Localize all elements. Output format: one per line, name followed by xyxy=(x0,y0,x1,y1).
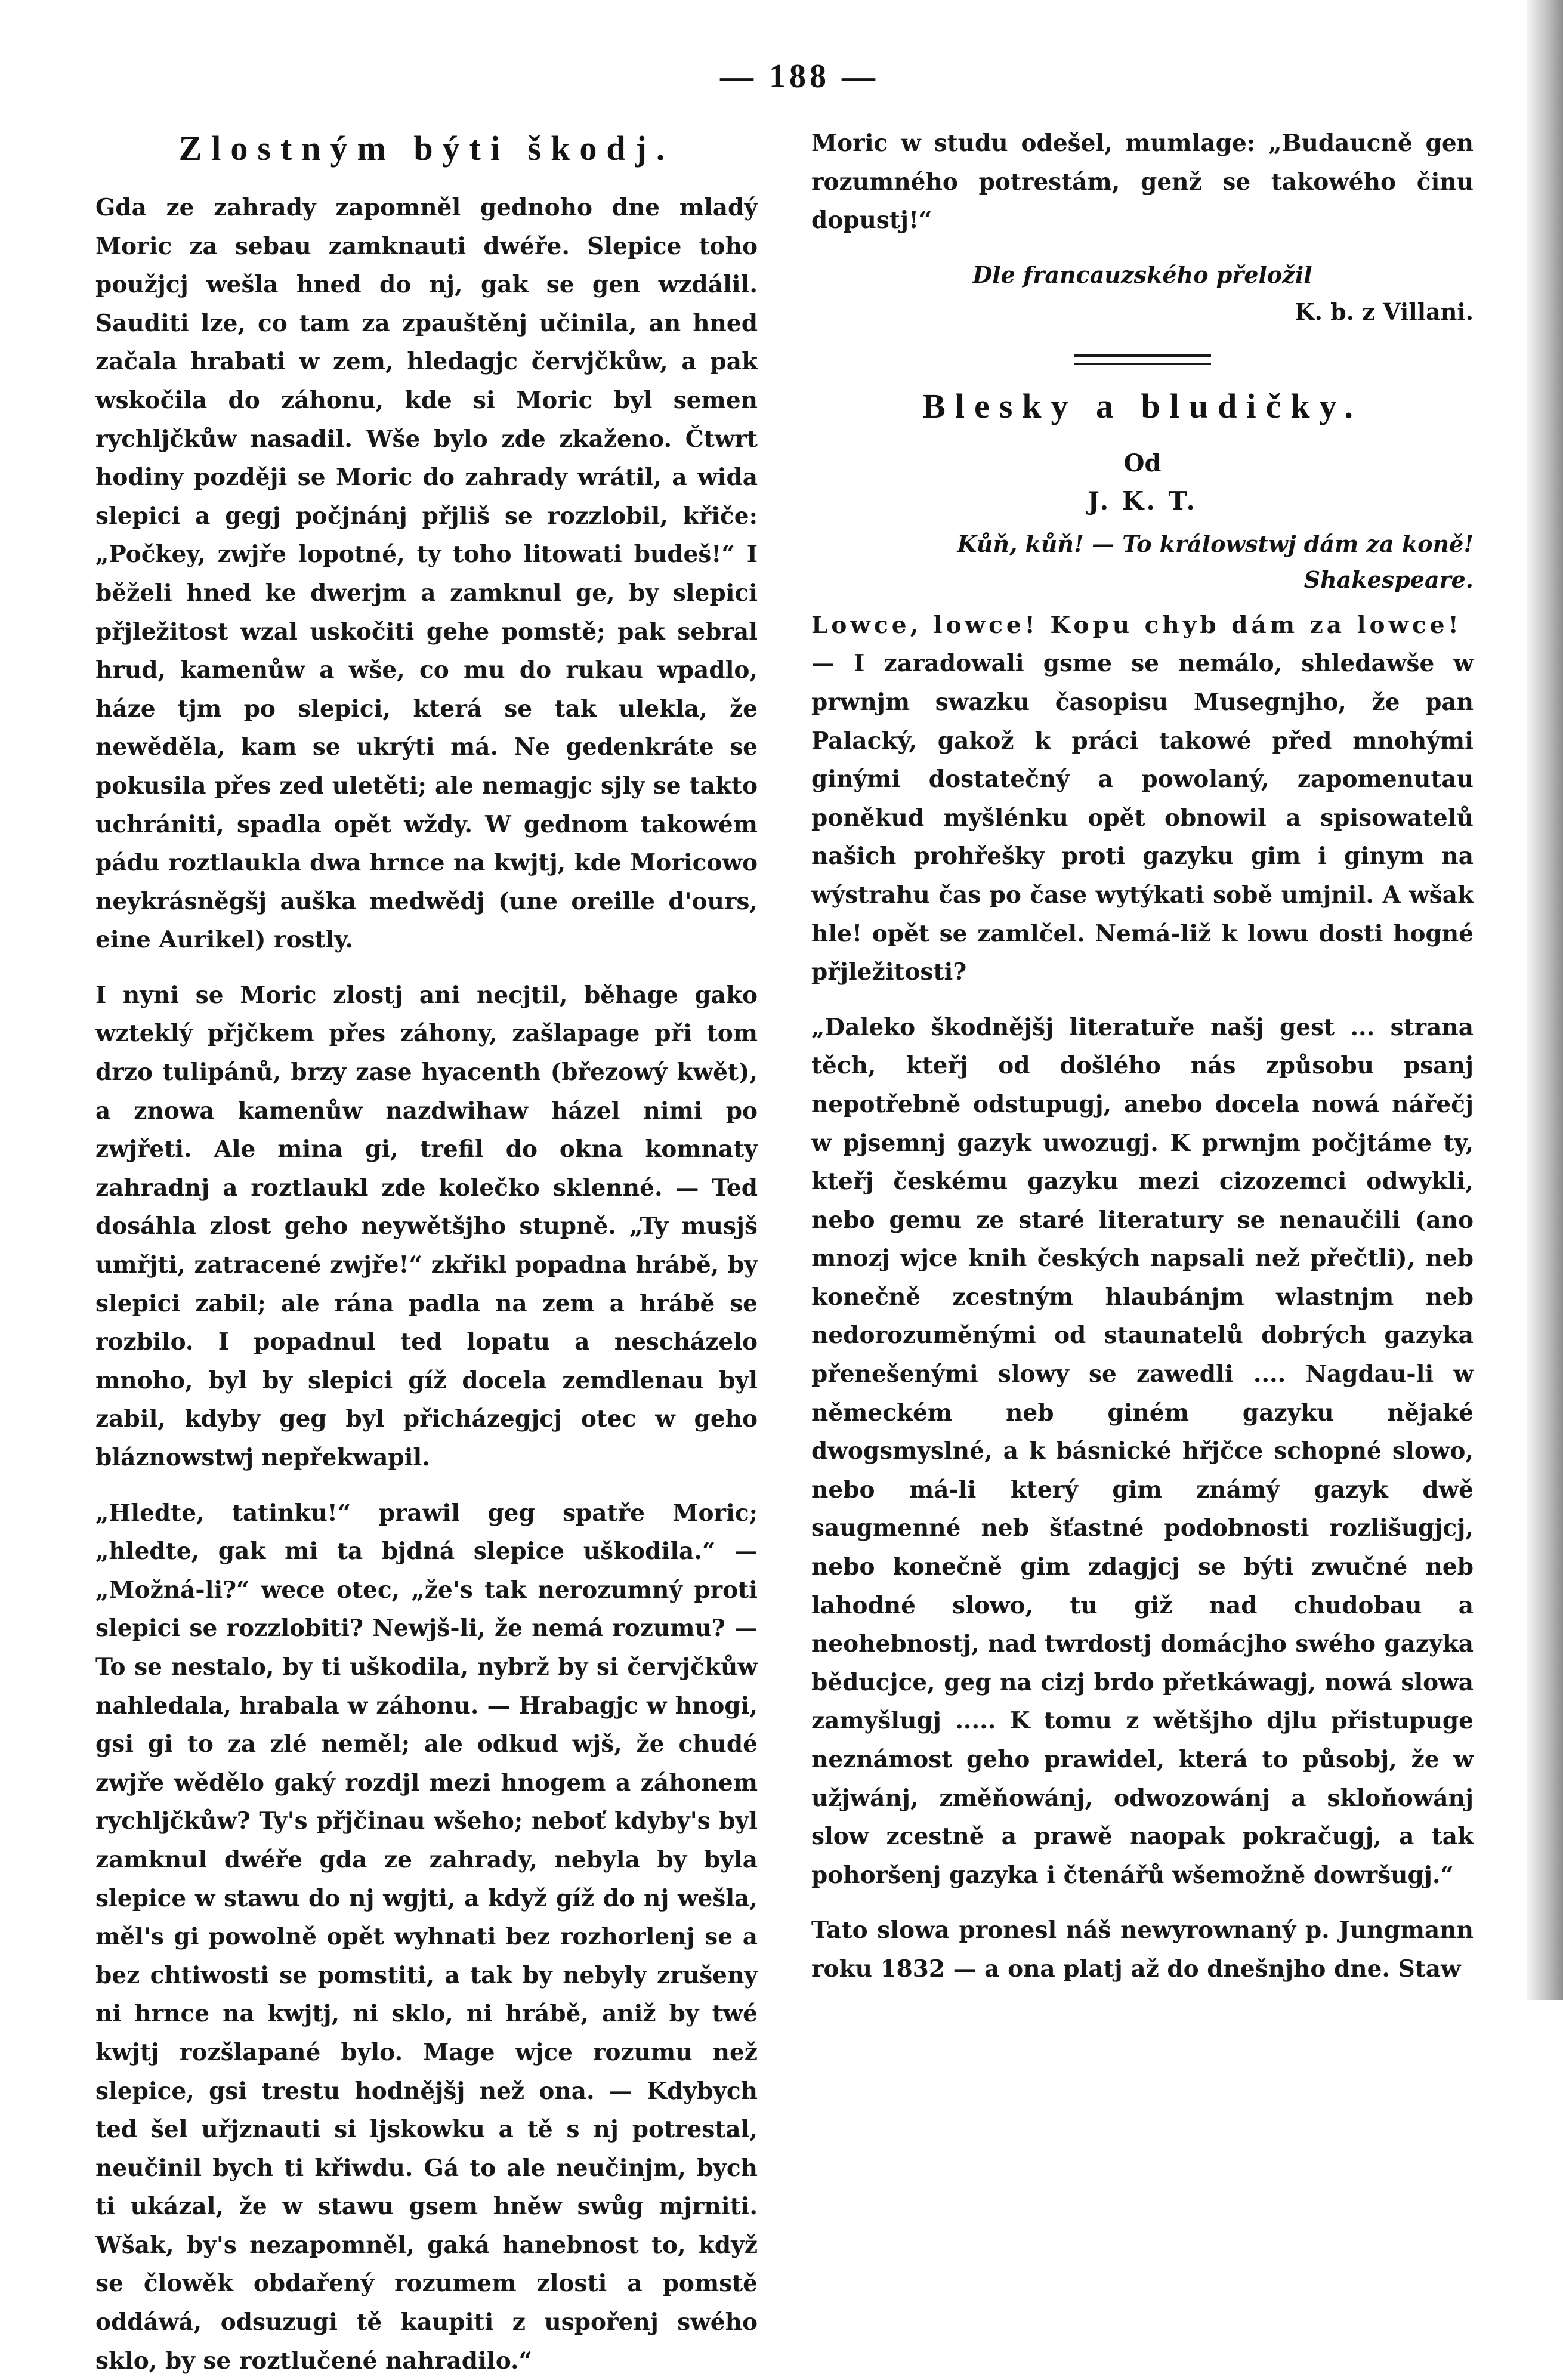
article2-paragraph-3: Tato slowa pronesl náš newyrownaný p. Jungmann roku 1832 — a ona platj až do dnešnjho dne. Staw xyxy=(811,1916,1474,1983)
epigraph-source: Shakespeare. xyxy=(1303,566,1474,593)
article1-paragraph-1: Gda ze zahrady zapomněl gednoho dne mladý Moric za sebau zamknauti dwéře. Slepice toho použjcj wešla hned do nj, gak se gen wzdálil. Sauditi lze, co tam za zpauštěnj učinila, an hned začala hrabati w zem, hledagjc červjčkůw, a pak wskočila do záhonu, kde si Moric byl semen rychljčkůw nasadil. Wše bylo zde zkaženo. Čtwrt hodiny později se Moric do zahrady wrátil, a wida slepici a gegj počjnánj přjliš se rozzlobil, křiče: „Počkey, zwjře lopotné, ty toho litowati budeš!“ I běželi hned ke dwerjm a zamknul ge, by slepici přjležitost wzal uskočiti gehe pomstě; pak sebral hrud, kamenůw a wše, co mu do rukau wpadlo, háze tjm po slepici, která se tak ulekla, že newěděla, kam se ukrýti má. Ne gedenkráte se pokusila přes zed uletěti; ale nemagjc sjly se takto uchrániti, spadla opět wždy. W gednom takowém pádu roztlaukla dwa hrnce na kwjtj, kde Moricowo neykrásněgšj auška medwědj (une oreille d'ours, eine Aurikel) rostly. xyxy=(95,194,758,954)
page-number: — 188 — xyxy=(720,58,879,95)
article-title-blesky: Blesky a bludičky. xyxy=(922,386,1363,425)
article-title-zlostnym: Zlostným býti škodj. xyxy=(178,129,675,168)
epigraph-quote: Kůň, kůň! — To králowstwj dám za koně! xyxy=(957,530,1474,557)
byline-author: J. K. T. xyxy=(1087,486,1198,515)
byline-od: Od xyxy=(1123,449,1162,477)
right-column xyxy=(811,124,1474,1989)
left-column xyxy=(95,125,758,2380)
article2-lead: Lowce, lowce! Kopu chyb dám za lowce! xyxy=(811,611,1462,639)
scan-edge-shadow xyxy=(1527,0,1563,2000)
section-separator xyxy=(1074,354,1211,365)
article2-paragraph-1: — I zaradowali gsme se nemálo, shledawše w prwnjm swazku časopisu Musegnjho, že pan Palacký, gakož k práci takowé před mnohými ginými dostatečný a powolaný, zapomenutau poněkud myšlénku opět obnowil a spisowatelů našich prohřešky proti gazyku gim i ginym na wýstrahu čas po čase wytýkati sobě umjnil. A wšak hle! opět se zamlčel. Nemá-liž k lowu dosti hogné přjležitosti? xyxy=(811,650,1474,986)
article1-paragraph-3: „Hledte, tatinku!“ prawil geg spatře Moric; „hledte, gak mi ta bjdná slepice uškodila.“ — „Možná-li?“ wece otec, „že's tak nerozumný proti slepici se rozzlobiti? Newjš-li, že nemá rozumu? — To se nestalo, by ti uškodila, nybrž by si červjčkůw nahledala, hrabala w záhonu. — Hrabagjc w hnogi, gsi gi to za zlé neměl; ale odkud wjš, že chudé zwjře wědělo gaký rozdjl mezi hnogem a záhonem rychljčkůw? Ty's přjčinau wšeho; neboť kdyby's byl zamknul dwéře gda ze zahrady, nebyla by byla slepice w stawu do nj wgjti, a když gíž do nj wešla, měl's gi powolně opět wyhnati bez rozhorlenj se a bez chtiwosti se pomstiti, a tak by nebyly zrušeny ni hrnce na kwjtj, ni sklo, ni hrábě, aniž by twé kwjtj rozšlapané bylo. Mage wjce rozumu než slepice, gsi trestu hodnějšj než ona. — Kdybych ted šel uřjznauti si ljskowku a tě s nj potrestal, neučinil bych ti křiwdu. Gá to ale neučinjm, bych ti ukázal, že w stawu gsem hněw swůg mjrniti. Wšak, by's nezapomněl, gaká hanebnost to, když se člowěk obdařený rozumem zlosti a pomstě oddáwá, odsuzugi tě kaupiti z uspořenj swého sklo, by se roztlučené nahradilo.“ xyxy=(95,1499,758,2375)
article1-paragraph-2: I nyni se Moric zlostj ani necjtil, běhage gako wzteklý přjčkem přes záhony, zašlapage při tom drzo tulipánů, brzy zase hyacenth (březowý kwět), a znowa kamenůw nazdwihaw házel nimi po zwjřeti. Ale mina gi, trefil do okna komnaty zahradnj a roztlaukl zde kolečko sklenné. — Ted dosáhla zlost geho neywětšjho stupně. „Ty musjš umřjti, zatracené zwjře!“ zkřikl popadna hrábě, by slepici zabil; ale rána padla na zem a hrábě se rozbilo. I popadnul ted lopatu a nescházelo mnoho, byl by slepici gíž docela zemdlenau byl zabil, kdyby geg byl přicházegjcj otec w geho bláznowstwj nepřekwapil. xyxy=(95,981,758,1471)
article1-paragraph-4: Moric w studu odešel, mumlage: „Budaucně gen rozumného potrestám, genž se takowého činu dopustj!“ xyxy=(811,129,1474,234)
translator-name: K. b. z Villani. xyxy=(1295,298,1474,325)
translator-note: Dle francauzského přeložil xyxy=(972,261,1312,288)
article2-paragraph-2: „Daleko škodnějšj literatuře našj gest ... strana těch, kteřj od došlého nás způsobu psanj nepotřebně odstupugj, anebo docela nowá nářečj w pjsemnj gazyk uwozugj. K prwnjm počjtáme ty, kteřj českému gazyku mezi cizozemci odwykli, nebo gemu ze staré literatury se nenaučili (ano mnozj wjce knih českých napsali než přečtli), neb konečně zcestným hlaubánjm wlastnjm neb nedorozuměnými od staunatelů dobrých gazyka přenešenými slowy se zawedli .... Nagdau-li w německém neb giném gazyku nějaké dwogsmyslné, a k básnické hřjčce schopné slowo, nebo má-li který gim známý gazyk dwě saugmenné neb šťastné podobnosti rozlišugjcj, nebo konečně gim zdagjcj se býti zwučné neb lahodné slowo, tu giž nad chudobau a neohebnostj, nad twrdostj domácjho swého gazyka běducjce, geg na cizj brdo přetkáwagj, nowá slowa zamyšlugj ..... K tomu z wětšjho djlu přistupuge neznámost geho prawidel, která to působj, že w užjwánj, změňowánj, odwozowánj a skloňowánj slow zcestně a prawě naopak pokračugj, a tak pohoršenj gazyka i čtenářů wšemožně dowršugj.“ xyxy=(811,1013,1474,1889)
